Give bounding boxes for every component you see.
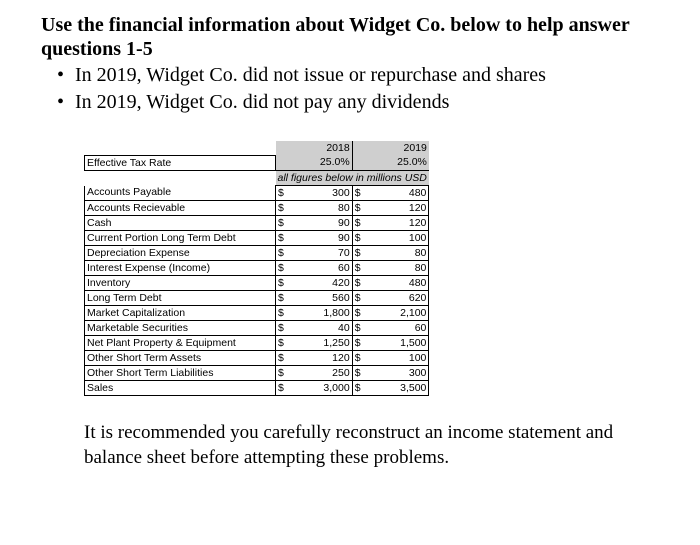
value-2018: 90 <box>300 216 352 231</box>
bullet-text: In 2019, Widget Co. did not issue or repurchase and shares <box>75 64 546 86</box>
table-row <box>85 186 429 201</box>
currency-symbol: $ <box>276 366 301 381</box>
tax-rate-label: Effective Tax Rate <box>85 156 276 171</box>
table-row <box>85 321 429 336</box>
currency-symbol: $ <box>276 201 301 216</box>
currency-symbol: $ <box>352 216 377 231</box>
value-2018: 40 <box>300 321 352 336</box>
currency-symbol: $ <box>352 321 377 336</box>
value-2019: 60 <box>377 321 429 336</box>
currency-symbol: $ <box>352 231 377 246</box>
currency-symbol: $ <box>352 186 377 201</box>
value-2019: 620 <box>377 291 429 306</box>
table-row <box>85 231 429 246</box>
currency-symbol: $ <box>276 231 301 246</box>
currency-symbol: $ <box>352 351 377 366</box>
value-2019: 80 <box>377 246 429 261</box>
value-2018: 1,800 <box>300 306 352 321</box>
currency-symbol: $ <box>276 276 301 291</box>
currency-symbol: $ <box>276 186 301 201</box>
table-row <box>85 246 429 261</box>
row-label: Other Short Term Liabilities <box>85 366 276 381</box>
bullet-item <box>57 89 546 116</box>
financial-table <box>84 141 429 396</box>
currency-symbol: $ <box>276 216 301 231</box>
year-2018: 2018 <box>300 141 352 156</box>
value-2018: 420 <box>300 276 352 291</box>
value-2019: 300 <box>377 366 429 381</box>
tax-rate-2019: 25.0% <box>377 156 429 171</box>
year-2019: 2019 <box>377 141 429 156</box>
row-label: Interest Expense (Income) <box>85 261 276 276</box>
value-2019: 480 <box>377 186 429 201</box>
currency-symbol: $ <box>276 291 301 306</box>
currency-symbol: $ <box>352 276 377 291</box>
value-2018: 120 <box>300 351 352 366</box>
tax-rate-2018: 25.0% <box>300 156 352 171</box>
row-label: Sales <box>85 381 276 396</box>
value-2019: 480 <box>377 276 429 291</box>
table-row <box>85 366 429 381</box>
value-2018: 560 <box>300 291 352 306</box>
currency-symbol: $ <box>352 306 377 321</box>
currency-symbol: $ <box>276 246 301 261</box>
value-2019: 1,500 <box>377 336 429 351</box>
row-label: Accounts Payable <box>85 186 276 201</box>
currency-symbol: $ <box>276 381 301 396</box>
value-2018: 300 <box>300 186 352 201</box>
value-2018: 80 <box>300 201 352 216</box>
units-note: all figures below in millions USD <box>277 171 427 184</box>
currency-symbol: $ <box>352 291 377 306</box>
row-label: Other Short Term Assets <box>85 351 276 366</box>
row-label: Accounts Recievable <box>85 201 276 216</box>
value-2018: 90 <box>300 231 352 246</box>
value-2018: 3,000 <box>300 381 352 396</box>
currency-symbol: $ <box>352 246 377 261</box>
row-label: Marketable Securities <box>85 321 276 336</box>
value-2019: 120 <box>377 216 429 231</box>
currency-symbol: $ <box>276 321 301 336</box>
row-label: Market Capitalization <box>85 306 276 321</box>
value-2018: 250 <box>300 366 352 381</box>
currency-symbol: $ <box>276 336 301 351</box>
value-2018: 1,250 <box>300 336 352 351</box>
recommendation-note: It is recommended you carefully reconstruct an income statement and balance sheet before attempting these problems. <box>84 422 614 468</box>
currency-symbol: $ <box>276 261 301 276</box>
value-2019: 3,500 <box>377 381 429 396</box>
bullet-list <box>57 62 546 116</box>
table-row <box>85 201 429 216</box>
table-row <box>85 261 429 276</box>
table-row <box>85 381 429 396</box>
bullet-icon: • <box>57 64 65 86</box>
year-header-row <box>85 141 429 156</box>
table-row <box>85 276 429 291</box>
value-2019: 80 <box>377 261 429 276</box>
tax-rate-row <box>85 156 429 171</box>
table-row <box>85 216 429 231</box>
value-2019: 100 <box>377 351 429 366</box>
value-2018: 70 <box>300 246 352 261</box>
units-row <box>85 171 429 186</box>
row-label: Long Term Debt <box>85 291 276 306</box>
value-2019: 100 <box>377 231 429 246</box>
bullet-item <box>57 62 546 89</box>
row-label: Depreciation Expense <box>85 246 276 261</box>
table-row <box>85 291 429 306</box>
row-label: Net Plant Property & Equipment <box>85 336 276 351</box>
row-label: Cash <box>85 216 276 231</box>
value-2018: 60 <box>300 261 352 276</box>
currency-symbol: $ <box>276 351 301 366</box>
currency-symbol: $ <box>352 261 377 276</box>
currency-symbol: $ <box>352 381 377 396</box>
table-row <box>85 306 429 321</box>
currency-symbol: $ <box>352 336 377 351</box>
value-2019: 120 <box>377 201 429 216</box>
currency-symbol: $ <box>276 306 301 321</box>
row-label: Current Portion Long Term Debt <box>85 231 276 246</box>
table-row <box>85 336 429 351</box>
currency-symbol: $ <box>352 366 377 381</box>
bullet-text: In 2019, Widget Co. did not pay any dividends <box>75 91 450 113</box>
currency-symbol: $ <box>352 201 377 216</box>
row-label: Inventory <box>85 276 276 291</box>
value-2019: 2,100 <box>377 306 429 321</box>
question-heading: Use the financial information about Widget Co. below to help answer questions 1-5 <box>41 14 630 60</box>
table-row <box>85 351 429 366</box>
bullet-icon: • <box>57 91 65 113</box>
